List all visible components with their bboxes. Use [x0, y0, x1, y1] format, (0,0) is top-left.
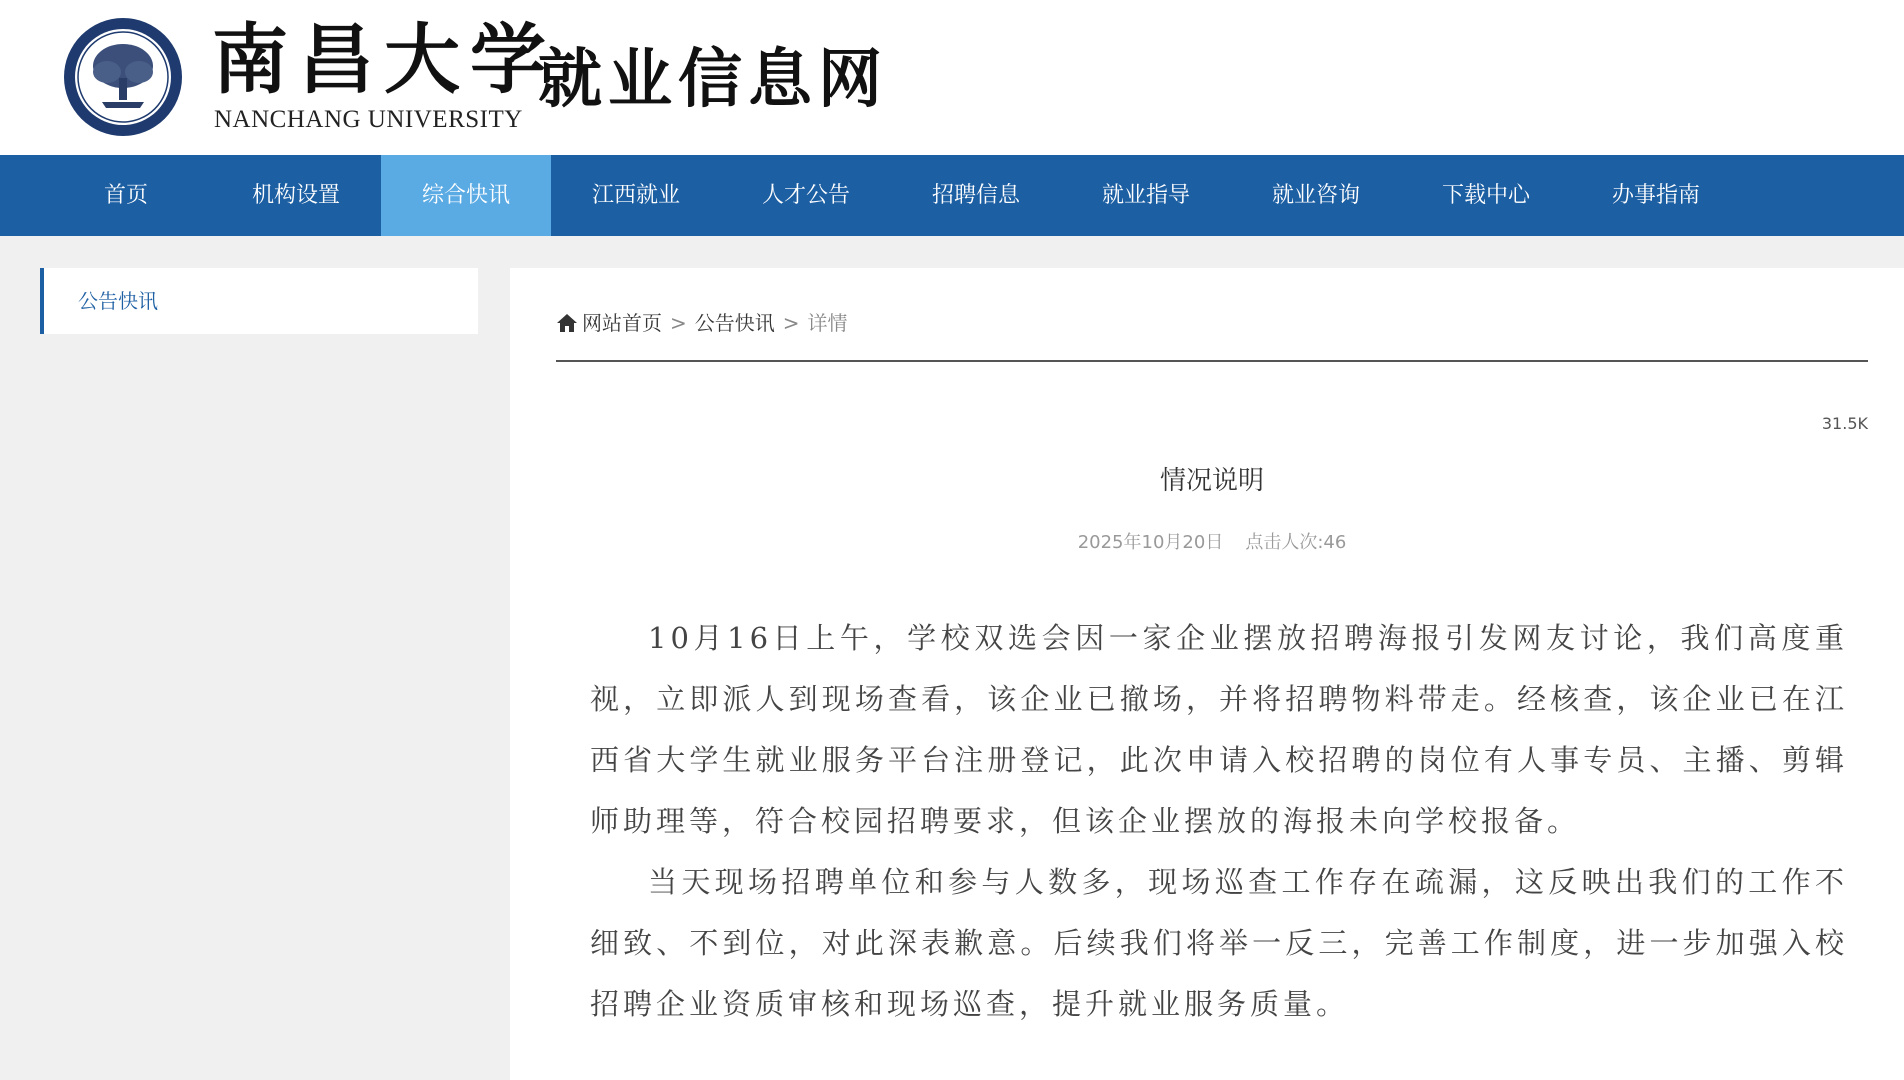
university-name-cn: 南昌大学 [212, 15, 556, 104]
breadcrumb-section-link[interactable]: 公告快讯 [694, 311, 775, 335]
nav-item-organization[interactable]: 机构设置 [251, 183, 340, 208]
nav-item-jiangxi-employment[interactable]: 江西就业 [591, 183, 680, 208]
nav-item-talent-notices[interactable]: 人才公告 [761, 183, 850, 208]
article-panel [510, 268, 1904, 1080]
article-body [590, 608, 1848, 1035]
nav-item-service-guide[interactable]: 办事指南 [1611, 183, 1700, 208]
article-paragraph: 10月16日上午，学校双选会因一家企业摆放招聘海报引发网友讨论，我们高度重视，立即派人到现场查看，该企业已撤场，并将招聘物料带走。经核查，该企业已在江西省大学生就业服务平台注册登记，此次申请入校招聘的岗位有人事专员、主播、剪辑师助理等，符合校园招聘要求，但该企业摆放的海报未向学校报备。 [590, 621, 1848, 838]
nav-item-downloads[interactable]: 下载中心 [1441, 183, 1530, 208]
nav-item-home[interactable]: 首页 [103, 183, 148, 208]
breadcrumb-current: 详情 [807, 311, 848, 335]
site-header [0, 0, 1904, 155]
breadcrumb-divider [556, 360, 1868, 362]
university-seal-icon[interactable] [62, 16, 184, 138]
article-views: 点击人次:46 [1245, 532, 1347, 553]
home-icon [556, 313, 578, 333]
breadcrumb-separator: > [782, 311, 800, 335]
main-nav [0, 155, 1904, 236]
article-date: 2025年10月20日 [1077, 532, 1224, 553]
university-name-en: NANCHANG UNIVERSITY [214, 106, 523, 133]
sidebar-item-announcements[interactable]: 公告快讯 [40, 268, 478, 334]
breadcrumb [556, 308, 848, 338]
site-name: 就业信息网 [538, 42, 888, 117]
nav-item-news[interactable]: 综合快讯 [381, 155, 551, 236]
breadcrumb-separator: > [670, 311, 687, 335]
nav-item-career-consulting[interactable]: 就业咨询 [1271, 183, 1360, 208]
nav-item-career-guidance[interactable]: 就业指导 [1101, 183, 1190, 208]
breadcrumb-home-link[interactable]: 网站首页 [582, 311, 662, 335]
article-meta [510, 528, 1904, 554]
size-label: 31.5K [1821, 414, 1868, 433]
article-title: 情况说明 [1159, 466, 1264, 496]
nav-item-recruitment[interactable]: 招聘信息 [931, 183, 1020, 208]
article-paragraph: 当天现场招聘单位和参与人数多，现场巡查工作存在疏漏，这反映出我们的工作不细致、不到位，对此深表歉意。后续我们将举一反三，完善工作制度，进一步加强入校招聘企业资质审核和现场巡查，提升就业服务质量。 [590, 865, 1848, 1021]
